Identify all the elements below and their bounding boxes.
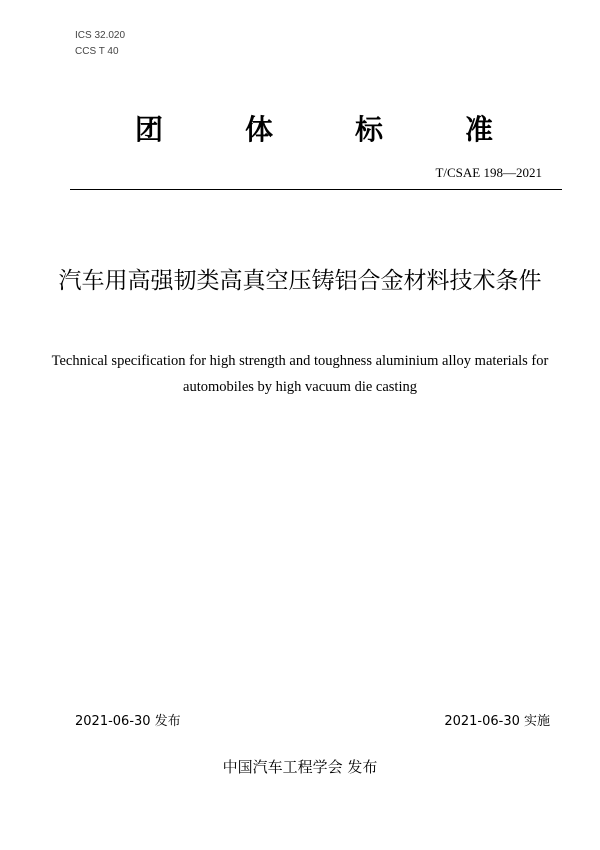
ics-code: ICS 32.020	[75, 30, 126, 41]
heading-char: 准	[465, 113, 494, 146]
title-chinese: 汽车用高强韧类高真空压铸铝合金材料技术条件	[58, 268, 542, 294]
heading-char: 团	[135, 113, 164, 146]
title-english: Technical specification for high strength and toughness aluminium alloy materials for automobiles by high vacuum die casting	[51, 353, 549, 395]
publisher: 中国汽车工程学会 发布	[222, 758, 378, 776]
standard-number: T/CSAE 198—2021	[435, 165, 542, 180]
divider	[70, 189, 562, 190]
ccs-code: CCS T 40	[75, 46, 119, 57]
issue-date: 2021-06-30 发布	[75, 714, 181, 729]
heading-char: 体	[245, 113, 274, 146]
implement-date: 2021-06-30 实施	[444, 714, 550, 729]
heading-char: 标	[355, 113, 384, 146]
